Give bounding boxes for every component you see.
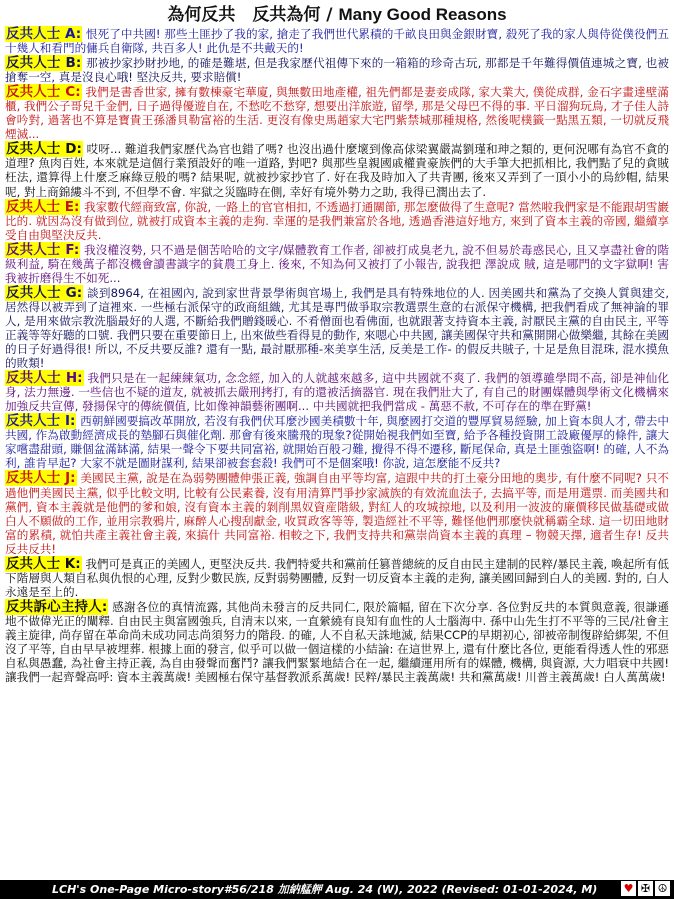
paragraph-text: 哎呀... 難道我們家歷代為官也錯了嗎? 也沒出過什麼壞到像高俅梁翼嚴嵩劉瑾和珅之類的, 更何況哪有為官不貪的道理? 魚肉百姓, 本來就是這個行業預設好的唯一道路, 對吧? 與那些皇親國戚權貴豪族們的大手筆大把抓相比, 我們點了兒的貪賊枉法, 還算得上什麼乏麻綠豆般的嗎? 結果呢, 就被抄家抄官了. 好在我及時加入了共青團, 後來又弄到了一頂小小的烏紗帽, 結果呢, 對上商錦縷斗不到, 不但學不會. 牢獄之災臨時在側, 幸好有境外勢力之助, 我得已潤出去了. <box>5 142 669 199</box>
paragraph-text: 恨死了中共國! 那些土匪抄了我的家, 搶走了我們世代累積的千畝良田與金銀財寶, 殺死了我的家人與侍從僕役們五十幾人和看門的傭兵自衛隊, 共百多人! 此仇是不共戴天的! <box>5 27 670 56</box>
speaker-tag: 反共人士 D: <box>6 141 82 158</box>
footer-text: LCH's One-Page Micro-story#56/218 加納艋舺 Aug. 24 (W), 2022 (Revised: 01-01-2024, M) <box>52 883 598 896</box>
footer-icons <box>621 881 670 896</box>
paragraph-text: 美國民主黨, 說是在為弱勢團體伸張正義, 強調自由平等均富, 這跟中共的打土豪分田地的奧步, 有什麼不同呢? 只不過他們美國民主黨, 似乎比較文明, 比較有公民素養, 沒有用清算鬥爭抄家滅族的有效流血法子, 去搞平等, 而是用選票. 而美國共和黨們, 資本主義就是他們的爹和娘, 沒有資本主義的剝削黑奴資産階級, 對紅人的攻城掠地, 以及利用一波波的廉價移民做基礎或做白人不願做的工作, 並用宗教鴉片, 麻醉人心搜刮獻金, 收買政客等等, 製造經社不平等, 難怪他們那麼快就稱霸全球. 這一切田地財富的累積, 就怕共產主義社會主義, 來搞什 共同富裕. 相較之下, 我們支持共和黨崇尚資本主義的真理 – 物競天擇, 適者生存! 反共反共反共! <box>5 471 670 556</box>
speaker-tag: 反共訴心主持人: <box>6 598 108 615</box>
speaker-tag: 反共人士 G: <box>6 284 83 301</box>
paragraph-text: 談到8964, 在祖國內, 說到家世背景學術與官場上, 我們是具有特殊地位的人. 因美國共和黨為了交換人質與建交, 居然得以被弄到了這裡來. 一些極右派保守的政商組織, 尤其是專門做爭取宗教選票生意的右派保守機構, 把我們看成了無神論的罪人, 是用來做宗教洗腦最好的人選, 不斷給我們贈錢暖心. 不肴僧面也看佛面, 也就跟著支持資本主義, 討厭民主黨的自由民主, 平等正義等等好聽的口號. 我們只要在重要節日上, 出來做些看得見的動作, 來嗯心中共國, 讓美國保守共和黨開開心做樂繼, 其餘在美國的日子好過得很! 所以, 不反共要反誰? 還有一點, 最討厭那種-來美享生活, 反美是工作- 的假反共賊子, 十足是魚目混珠, 混水摸魚的敗類! <box>5 285 669 371</box>
speaker-tag: 反共人士 E: <box>6 198 80 215</box>
page-title <box>5 4 669 26</box>
speaker-tag: 反共人士 C: <box>6 84 81 101</box>
speaker-tag: 反共人士 J: <box>6 470 76 487</box>
title-zh: 為何反共 反共為何 / <box>167 5 333 25</box>
paragraph-text: 我們只是在一起練練氣功, 念念經, 加入的人就越來越多, 這中共國就不爽了. 我們的領導雖學問不高, 卻是神仙化身, 法力無邊. 一些信也不疑的道友, 就被抓去嚴刑拷打, 有的還被活摘器官. 現在我們壯大了, 有自己的財團媒體與學術文化機構來加強反共宣傳, 發揚保守的傳統價值, 比如像神韻藝術團啊... 中共國就把我們當成 - 萬惡不赦, 不可存在的準在野黨! <box>5 371 670 414</box>
paragraph-j <box>5 471 669 555</box>
paragraph-text: 我們可是真正的美國人, 更堅決反共. 我們特愛共和黨前任篡普總統的反自由民主建制的民粹/暴民主義, 喚起所有低下階層與人類自私與仇恨的心理, 反對少數民族, 反對弱勢團體, 反對一切反資本主義的走狗, 讓美國回歸到白人的美國. 對的, 白人永遠是至上的. <box>5 556 670 599</box>
speaker-tag: 反共人士 B: <box>6 55 82 72</box>
speaker-tag: 反共人士 A: <box>6 26 82 42</box>
peace-icon: ☮ <box>655 881 670 896</box>
speaker-tag: 反共人士 I: <box>6 413 76 430</box>
paragraph-k <box>5 557 669 599</box>
paragraph-text: 我家數代經商致富, 你說, 一路上的官官相扣, 不透過打通關節, 那怎麼做得了生意呢? 當然啦我們家是不能跟胡雪巖比的. 就因為沒有做到位, 就被打成資本主義的走狗. 幸運的是我們兼富於各地, 透過香港這好地方, 來到了資本主義的帝國, 繼續享受自由與堅決反共. <box>5 199 669 242</box>
cross-flag-icon: ✠ <box>638 881 653 896</box>
paragraph-text: 我沒權沒勢, 只不過是個苦哈哈的文字/媒體教育工作者, 卻被打成臭老九, 說不但易於毒惑民心, 且又享盡社會的階級利益, 騎在幾萬子都沒機會讀書識字的貧農工身上. 後來, 不知為何又被打了小報告, 說我把 澤說成 賊, 這是哪門的文字獄啊! 害我被折磨得生不如死... <box>5 242 669 285</box>
paragraph-h <box>5 371 669 413</box>
paragraph-host <box>5 600 669 684</box>
paragraph-text: 西朝鮮國要搞改革開放, 若沒有我們伏耳麼沙國美積數十年, 與麼國打交道的豐厚貿易經驗, 加上資本與人才, 帶去中共國, 作為啟動經濟成長的墊腳石與催化劑. 那會有後來騰飛的現象?從開始視我們如至寶, 給予各種投資開工設廠優厚的條件, 讓大家嚐盡甜頭, 賺個盆滿缽滿, 結果一聲令下要共同富裕, 就開始百般刁難, 攪得不得不遷移, 斷尾保命, 真是土匪強盜啊! 的確, 人不為利, 誰肯早起? 大家不就是圖財謀利, 結果卻被套套殺! 我們可不是個案哦! 你說, 這怎麼能不反共? <box>5 414 669 471</box>
paragraph-a <box>5 27 669 55</box>
paragraph-i <box>5 414 669 470</box>
paragraph-c <box>5 85 669 141</box>
paragraph-f <box>5 243 669 285</box>
paragraph-b <box>5 56 669 84</box>
paragraph-text: 感謝各位的真情流露, 其他尚未發言的反共同仁, 限於篇幅, 留在下次分享. 各位對反共的本質與意義, 很謙遜地不做偉光正的闡釋. 自由民主與富國強兵, 自清末以來, 一直縈繞有良知有血性的人士腦海中. 孫中山先生打不平等的三民/社會主義主旋律, 尚存留在革命尚未成功同志尚須努力的階段. 的確, 人不自私天誅地滅, 結果CCP的早期初心, 卻被帝制復辟給綁架, 不但沒了平等, 自由早早被埋葬. 根據上面的發言, 似乎可以做一個這樣的小結論: 在這世界上, 還有什麼比各位, 更能看得透人性的邪惡自私與愚蠢, 為社會主持正義, 為自由發聲而奮鬥? 讓我們緊緊地結合在一起, 繼續運用所有的媒體, 機構, 與資源, 大力唱衰中共國! 讓我們一起齊聲高呼: 資本主義萬歲! 美國極右保守基督教派系萬歲! 民粹/暴民主義萬歲! 共和黨萬歲! 川普主義萬歲! 白人萬萬歲! <box>5 599 669 685</box>
paragraph-e <box>5 200 669 242</box>
footer-bar <box>0 880 674 899</box>
speaker-tag: 反共人士 H: <box>6 370 83 387</box>
paragraph-g <box>5 286 669 370</box>
speaker-tag: 反共人士 K: <box>6 555 81 572</box>
title-en: Many Good Reasons <box>338 5 507 24</box>
paragraph-text: 我們是書香世家, 擁有數棟豪宅華廈, 與無數田地產權, 祖先們都是妻妾成隊, 家大業大, 僕從成群, 金石字畫達壁滿櫃, 我們公子哥兒千金們, 日子過得優遊自在, 不愁吃不愁穿, 想要出洋旅遊, 留學, 那是父母巴不得的事. 平日溜狗玩鳥, 才子佳人詩會吟對, 過著也不算是寶貴王孫潘貝勒富裕的生活. 更沒有像史馬趙家大宅門紫禁城那種規格, 然後呢樸籤一點黑五類, 一切就反飛煙滅... <box>5 85 670 142</box>
speaker-tag: 反共人士 F: <box>6 241 80 258</box>
paragraph-text: 那被抄家抄財抄地, 的確是難堪, 但是我家歷代祖傳下來的一箱箱的珍奇古玩, 那都是千年難得價值連城之寶, 也被搶奪一空, 真是沒良心哦! 堅決反共, 要求賠償! <box>5 56 669 85</box>
paragraph-d <box>5 142 669 198</box>
heart-icon: ♥ <box>621 881 636 896</box>
